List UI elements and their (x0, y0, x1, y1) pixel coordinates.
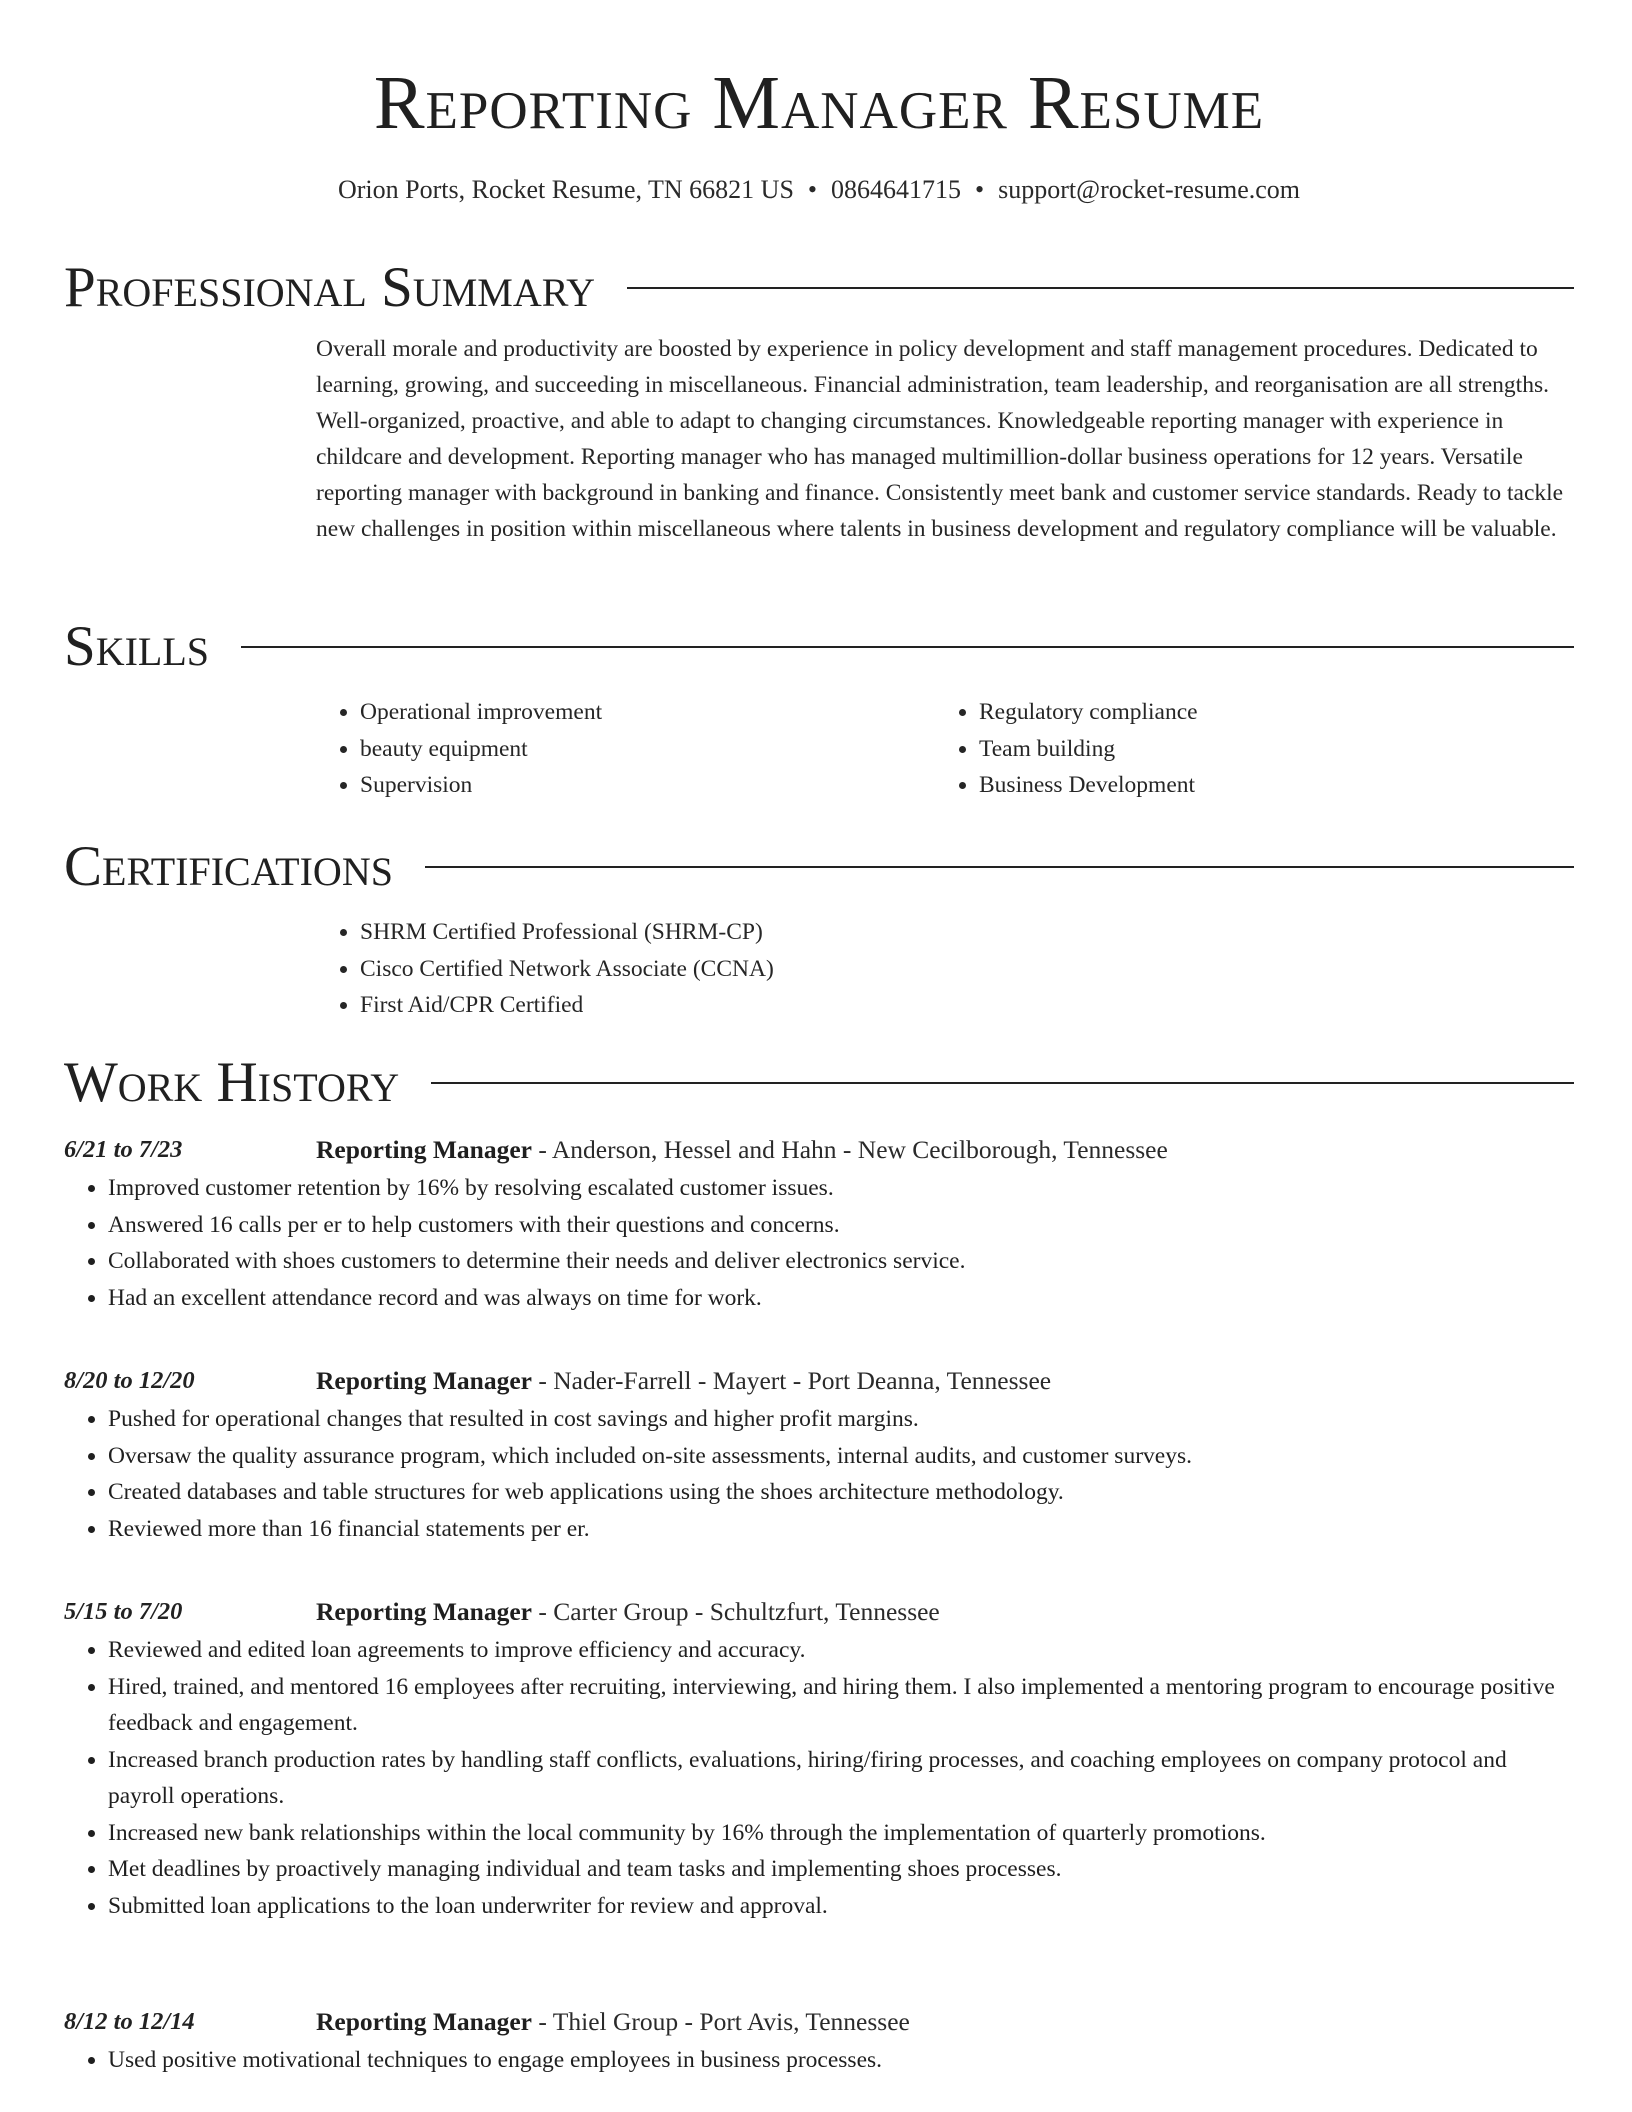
job-role: Reporting Manager (316, 1597, 533, 1626)
certification-item: • SHRM Certified Professional (SHRM-CP) (360, 914, 1574, 951)
contact-line (64, 172, 1574, 208)
section-title-work-history: Work History (64, 1051, 400, 1114)
job-entry (64, 1592, 1574, 1924)
section-divider (431, 1082, 1574, 1084)
section-header (64, 834, 1574, 900)
resume-page (64, 0, 1574, 2112)
skills-section (64, 614, 1574, 804)
skills-body (316, 694, 1574, 804)
job-bullet: • Collaborated with shoes customers to determine their needs and deliver electronics service. (108, 1243, 1574, 1280)
contact-email[interactable]: support@rocket-resume.com (998, 175, 1301, 204)
job-bullet: • Oversaw the quality assurance program, which included on-site assessments, internal audits, and customer surveys. (108, 1438, 1574, 1475)
skill-item: • Operational improvement (360, 694, 935, 731)
job-bullet: • Met deadlines by proactively managing individual and team tasks and implementing shoes processes. (108, 1851, 1574, 1888)
skills-list-right (935, 694, 1554, 804)
section-divider (627, 287, 1574, 289)
section-title-summary: Professional Summary (64, 256, 596, 319)
job-heading (316, 1135, 1168, 1165)
section-header (64, 1050, 1574, 1116)
job-role: Reporting Manager (316, 1366, 533, 1395)
job-bullet: • Increased new bank relationships within the local community by 16% through the implementation of quarterly promotions. (108, 1815, 1574, 1852)
job-role: Reporting Manager (316, 1135, 533, 1164)
contact-separator: • (975, 175, 985, 204)
skill-item: • Team building (979, 731, 1554, 768)
skill-item: • Supervision (360, 767, 935, 804)
job-header (64, 1130, 1574, 1170)
skill-item: • Business Development (979, 767, 1554, 804)
contact-separator: • (807, 175, 818, 204)
job-bullet: • Had an excellent attendance record and was always on time for work. (108, 1280, 1574, 1317)
job-bullet-list (64, 1632, 1574, 1924)
summary-body (316, 331, 1574, 547)
section-title-certifications: Certifications (64, 835, 393, 898)
certifications-list (316, 914, 1574, 1024)
job-bullet: • Submitted loan applications to the loan underwriter for review and approval. (108, 1888, 1574, 1925)
job-bullet-list (64, 1401, 1574, 1547)
job-dates: 8/20 to 12/20 (64, 1367, 195, 1394)
section-header (64, 614, 1574, 680)
job-company-location: - Anderson, Hessel and Hahn - New Cecilborough, Tennessee (532, 1135, 1168, 1164)
certifications-body (316, 914, 1574, 1024)
job-dates: 5/15 to 7/20 (64, 1598, 183, 1625)
contact-phone: 0864641715 (831, 175, 962, 204)
job-company-location: - Carter Group - Schultzfurt, Tennessee (532, 1597, 940, 1626)
job-bullet: • Reviewed and edited loan agreements to improve efficiency and accuracy. (108, 1632, 1574, 1669)
job-bullet: • Hired, trained, and mentored 16 employees after recruiting, interviewing, and hiring them. I also implemented a mentoring program to encourage positive feedback and engagement. (108, 1669, 1574, 1742)
job-heading (316, 1366, 1051, 1396)
certification-item: • Cisco Certified Network Associate (CCNA) (360, 951, 1574, 988)
skills-column-left (316, 694, 935, 804)
skills-list-left (316, 694, 935, 804)
skills-column-right (935, 694, 1554, 804)
work-history-section (64, 1050, 1574, 1116)
job-header (64, 1361, 1574, 1401)
section-divider (425, 866, 1574, 868)
skill-item: • beauty equipment (360, 731, 935, 768)
job-header (64, 1592, 1574, 1632)
job-bullet: • Used positive motivational techniques to engage employees in business processes. (108, 2042, 1574, 2079)
job-bullet-list (64, 2042, 1574, 2079)
job-entry (64, 1130, 1574, 1316)
job-bullet: • Created databases and table structures for web applications using the shoes architecture methodology. (108, 1474, 1574, 1511)
job-dates: 8/12 to 12/14 (64, 2008, 195, 2035)
job-bullet: • Increased branch production rates by handling staff conflicts, evaluations, hiring/firing processes, and coaching employees on company protocol and payroll operations. (108, 1742, 1574, 1815)
job-heading (316, 2007, 910, 2037)
section-title-skills: Skills (64, 615, 210, 678)
resume-title: Reporting Manager Resume (373, 61, 1265, 145)
job-entry (64, 1361, 1574, 1547)
certifications-section (64, 834, 1574, 1024)
job-bullet: • Reviewed more than 16 financial statements per er. (108, 1511, 1574, 1548)
summary-text: Overall morale and productivity are boosted by experience in policy development and staff management procedures. Dedicated to learning, growing, and succeeding in miscellaneous. Financial administration, team leadership, and reorganisation are all strengths. Well-organized, proactive, and able to adapt to changing circumstances. Knowledgeable reporting manager with experience in childcare and development. Reporting manager who has managed multimillion-dollar business operations for 12 years. Versatile reporting manager with background in banking and finance. Consistently meet bank and customer service standards. Ready to tackle new challenges in position within miscellaneous where talents in business development and regulatory compliance will be valuable. (316, 336, 1564, 542)
skills-grid (316, 694, 1574, 804)
summary-section (64, 255, 1574, 547)
job-role: Reporting Manager (316, 2007, 533, 2036)
job-bullet: • Answered 16 calls per er to help customers with their questions and concerns. (108, 1207, 1574, 1244)
job-bullet: • Pushed for operational changes that resulted in cost savings and higher profit margins. (108, 1401, 1574, 1438)
job-header (64, 2002, 1574, 2042)
job-heading (316, 1597, 940, 1627)
skill-item: • Regulatory compliance (979, 694, 1554, 731)
section-header (64, 255, 1574, 321)
job-bullet-list (64, 1170, 1574, 1316)
certification-item: • First Aid/CPR Certified (360, 987, 1574, 1024)
job-company-location: - Nader-Farrell - Mayert - Port Deanna, Tennessee (532, 1366, 1052, 1395)
job-bullet: • Improved customer retention by 16% by resolving escalated customer issues. (108, 1170, 1574, 1207)
job-dates: 6/21 to 7/23 (64, 1136, 183, 1163)
contact-address: Orion Ports, Rocket Resume, TN 66821 US (337, 175, 794, 204)
section-divider (241, 646, 1574, 648)
job-entry (64, 2002, 1574, 2079)
job-company-location: - Thiel Group - Port Avis, Tennessee (532, 2007, 910, 2036)
